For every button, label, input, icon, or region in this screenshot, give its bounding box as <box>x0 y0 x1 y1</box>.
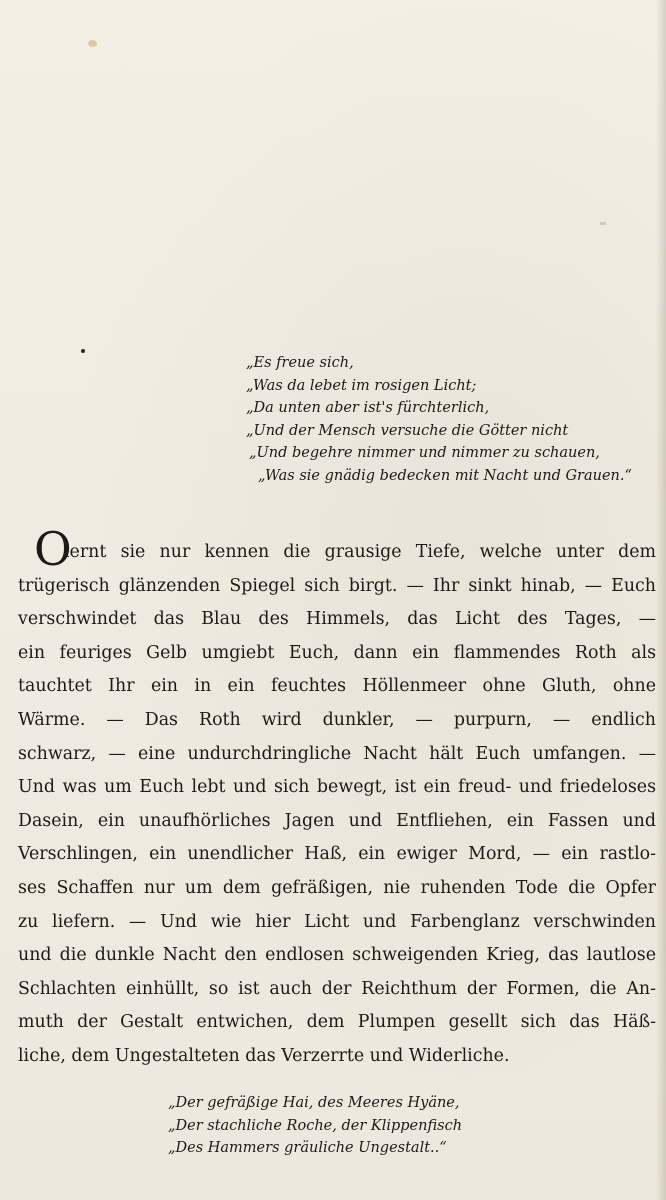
prose-line: zu liefern. — Und wie hier Licht und Farbenglanz verschwinden <box>18 911 656 932</box>
paper-mark <box>600 222 606 225</box>
poem-quote-bottom <box>168 1092 568 1160</box>
prose-line: Verschlingen, ein unendlicher Haß, ein ewiger Mord, — ein rastlo- <box>18 844 656 865</box>
ink-dot <box>81 349 85 353</box>
paper-stain <box>88 40 97 47</box>
prose-line: ses Schaffen nur um dem gefräßigen, nie ruhenden Tode die Opfer <box>18 877 656 898</box>
page-edge-shadow <box>656 0 666 1200</box>
prose-line: liche, dem Ungestalteten das Verzerrte und Widerliche. <box>18 1045 510 1066</box>
prose-line: Schlachten einhüllt, so ist auch der Reichthum der Formen, die An- <box>18 978 656 999</box>
poem-line: „Der stachliche Roche, der Klippenfisch <box>168 1117 463 1134</box>
prose-line: lernt sie nur kennen die grausige Tiefe, welche unter dem <box>64 542 656 562</box>
poem-line: „Der gefräßige Hai, des Meeres Hyäne, <box>168 1095 460 1111</box>
poem-line: „Es freue sich, <box>246 355 354 371</box>
prose-line: verschwindet das Blau des Himmels, das Licht des Tages, — <box>18 609 656 630</box>
poem-line: „Und begehre nimmer und nimmer zu schauen, <box>249 445 600 461</box>
prose-line: Wärme. — Das Roth wird dunkler, — purpurn, — endlich <box>18 709 656 730</box>
prose-line: trügerisch glänzenden Spiegel sich birgt. — Ihr sinkt hinab, — Euch <box>18 575 656 596</box>
prose-paragraph <box>18 522 656 1074</box>
poem-line: „Was sie gnädig bedecken mit Nacht und Grauen.“ <box>258 467 632 484</box>
prose-line: und die dunkle Nacht den endlosen schweigenden Krieg, das lautlose <box>18 945 656 966</box>
poem-line: „Was da lebet im rosigen Licht; <box>246 377 477 394</box>
prose-line: Dasein, ein unaufhörliches Jagen und Entfliehen, ein Fassen und <box>18 810 656 831</box>
prose-line: tauchtet Ihr ein in ein feuchtes Höllenmeer ohne Gluth, ohne <box>18 676 656 697</box>
poem-line: „Da unten aber ist's fürchterlich, <box>246 400 490 416</box>
prose-line: muth der Gestalt entwichen, dem Plumpen gesellt sich das Häß- <box>18 1012 656 1033</box>
prose-line: Und was um Euch lebt und sich bewegt, ist ein freud- und friedeloses <box>18 777 656 798</box>
poem-line: „Des Hammers gräuliche Ungestalt..“ <box>168 1140 447 1156</box>
prose-line: ein feuriges Gelb umgiebt Euch, dann ein flammendes Roth als <box>18 642 656 663</box>
poem-line: „Und der Mensch versuche die Götter nicht <box>246 422 569 439</box>
prose-line: schwarz, — eine undurchdringliche Nacht hält Euch umfangen. — <box>18 743 656 764</box>
poem-quote-top <box>246 352 656 487</box>
initial-letter: O <box>34 522 72 576</box>
